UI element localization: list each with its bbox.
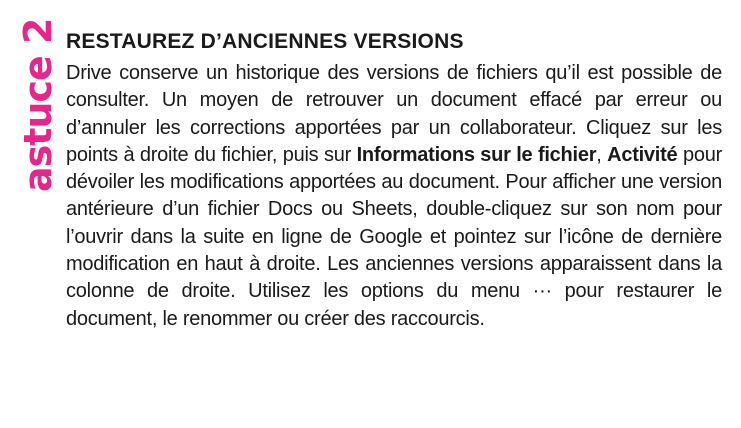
tip-label-number: 2 <box>16 18 60 44</box>
bold-file-info: Informations sur le fichier <box>356 143 597 166</box>
tip-article <box>66 28 722 333</box>
tip-label-text <box>13 18 63 192</box>
body-separator: , <box>596 143 608 166</box>
tip-body <box>66 60 722 333</box>
body-part-1: Drive conserve un historique des versions de fichiers qu’il est possible de consulter. Un moyen de retrouver un document effacé par erreur ou d’annuler les corrections apportées par un collaborateur. Cliquez sur les points à droite du fichier, puis sur <box>66 62 722 166</box>
tip-label-word: astuce <box>16 56 60 192</box>
body-part-2: pour dévoiler les modifications apportées au document. Pour afficher une version antérieure d’un fichier Docs ou Sheets, double-cliquez sur son nom pour l’ouvrir dans la suite en ligne de Google et pointez sur l’icône de dernière modification en haut à droite. Les anciennes versions apparaissent dans la colonne de droite. Utilisez les options du menu ··· pour restaurer le document, le renommer ou créer des raccourcis. <box>66 143 722 330</box>
tip-heading: RESTAUREZ D’ANCIENNES VERSIONS <box>66 30 464 53</box>
tip-side-label <box>13 18 63 192</box>
bold-activity: Activité <box>607 143 678 166</box>
